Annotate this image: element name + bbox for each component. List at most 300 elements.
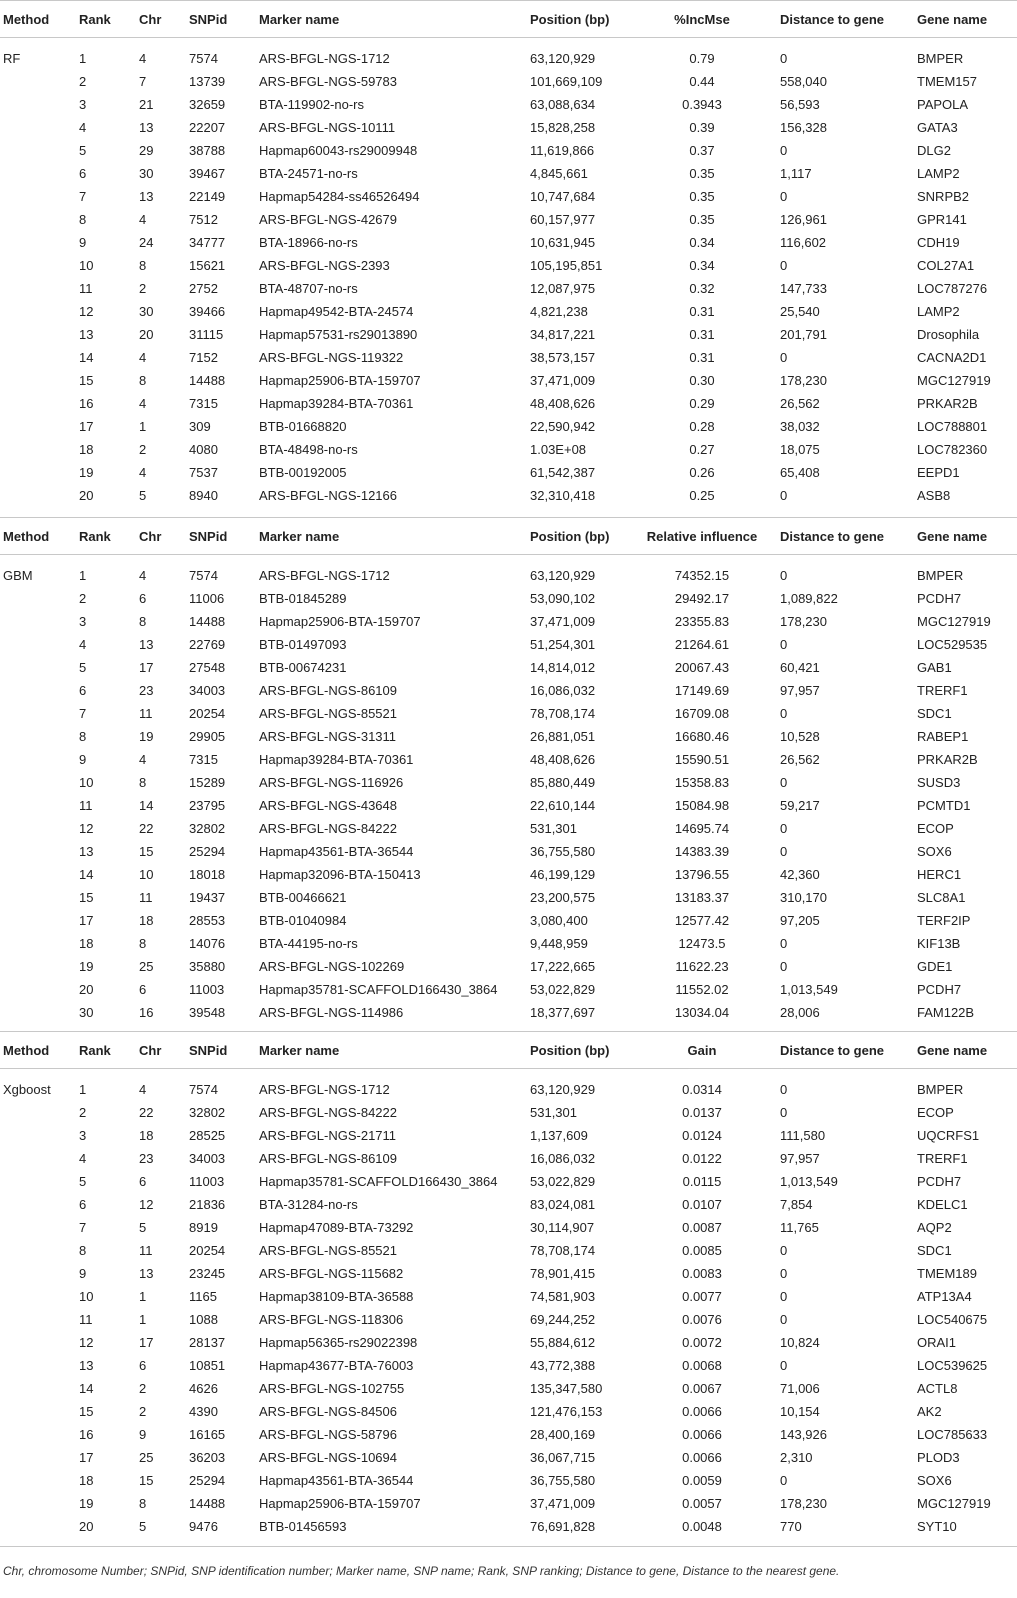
cell-chr: 8 xyxy=(139,258,147,273)
cell-method xyxy=(0,116,76,139)
cell-chr: 11 xyxy=(139,706,153,721)
table-bottom-border xyxy=(0,1546,1017,1547)
cell-gene-name: PRKAR2B xyxy=(917,396,978,411)
cell-snpid: 7315 xyxy=(189,396,218,411)
table-row xyxy=(0,932,1017,955)
cell-distance-to-gene: 42,360 xyxy=(780,867,820,882)
table-row xyxy=(0,1331,1017,1354)
table-row xyxy=(0,1400,1017,1423)
table-row xyxy=(0,840,1017,863)
cell-distance-to-gene: 0 xyxy=(780,258,788,273)
cell-distance-to-gene: 0 xyxy=(780,143,788,158)
cell-distance-to-gene: 111,580 xyxy=(780,1128,826,1143)
cell-rank: 3 xyxy=(79,97,87,112)
cell-marker-name: ARS-BFGL-NGS-102755 xyxy=(259,1381,405,1396)
column-header-rank: Rank xyxy=(76,1,136,38)
cell-metric: 0.0077 xyxy=(682,1289,722,1304)
cell-chr: 23 xyxy=(139,1151,154,1166)
cell-position: 1,137,609 xyxy=(530,1128,588,1143)
cell-gene-name: DLG2 xyxy=(917,143,951,158)
cell-gene-name: LOC539625 xyxy=(917,1358,988,1373)
cell-marker-name: Hapmap39284-BTA-70361 xyxy=(259,752,414,767)
cell-method xyxy=(0,1124,76,1147)
cell-position: 69,244,252 xyxy=(530,1312,596,1327)
cell-metric: 0.35 xyxy=(689,212,715,227)
cell-distance-to-gene: 201,791 xyxy=(780,327,827,342)
cell-gene-name: BMPER xyxy=(917,1082,964,1097)
cell-marker-name: BTA-18966-no-rs xyxy=(259,235,358,250)
cell-method xyxy=(0,840,76,863)
table-row xyxy=(0,702,1017,725)
cell-marker-name: ARS-BFGL-NGS-58796 xyxy=(259,1427,397,1442)
cell-metric: 0.32 xyxy=(689,281,715,296)
table-row xyxy=(0,1001,1017,1034)
cell-marker-name: BTB-01040984 xyxy=(259,913,347,928)
cell-metric: 0.0076 xyxy=(682,1312,722,1327)
cell-distance-to-gene: 178,230 xyxy=(780,614,827,629)
table-row xyxy=(0,1193,1017,1216)
cell-snpid: 16165 xyxy=(189,1427,226,1442)
cell-position: 78,708,174 xyxy=(530,706,596,721)
cell-position: 43,772,388 xyxy=(530,1358,596,1373)
cell-marker-name: Hapmap25906-BTA-159707 xyxy=(259,1496,421,1511)
cell-distance-to-gene: 0 xyxy=(780,637,788,652)
table-row xyxy=(0,1515,1017,1548)
cell-gene-name: GPR141 xyxy=(917,212,967,227)
cell-position: 63,120,929 xyxy=(530,51,596,66)
cell-snpid: 10851 xyxy=(189,1358,226,1373)
cell-rank: 7 xyxy=(79,706,87,721)
cell-distance-to-gene: 558,040 xyxy=(780,74,827,89)
cell-rank: 7 xyxy=(79,1220,87,1235)
cell-position: 37,471,009 xyxy=(530,373,596,388)
table-row xyxy=(0,886,1017,909)
cell-marker-name: ARS-BFGL-NGS-31311 xyxy=(259,729,397,744)
cell-gene-name: ECOP xyxy=(917,1105,954,1120)
cell-position: 30,114,907 xyxy=(530,1220,595,1235)
cell-chr: 14 xyxy=(139,798,154,813)
cell-marker-name: ARS-BFGL-NGS-84222 xyxy=(259,821,397,836)
table-row xyxy=(0,633,1017,656)
cell-snpid: 20254 xyxy=(189,706,226,721)
column-header-snpid: SNPid xyxy=(186,518,256,555)
cell-snpid: 11003 xyxy=(189,1174,225,1189)
cell-rank: 10 xyxy=(79,775,94,790)
cell-marker-name: BTA-44195-no-rs xyxy=(259,936,358,951)
cell-metric: 0.3943 xyxy=(682,97,722,112)
cell-snpid: 39466 xyxy=(189,304,226,319)
cell-distance-to-gene: 0 xyxy=(780,51,788,66)
cell-snpid: 34003 xyxy=(189,683,226,698)
cell-position: 28,400,169 xyxy=(530,1427,596,1442)
cell-rank: 10 xyxy=(79,1289,94,1304)
cell-position: 531,301 xyxy=(530,1105,577,1120)
cell-gene-name: FAM122B xyxy=(917,1005,975,1020)
cell-metric: 16680.46 xyxy=(674,729,730,744)
cell-distance-to-gene: 0 xyxy=(780,844,788,859)
cell-metric: 0.0124 xyxy=(682,1128,722,1143)
cell-method xyxy=(0,656,76,679)
cell-metric: 0.26 xyxy=(689,465,715,480)
cell-snpid: 31115 xyxy=(189,327,224,342)
cell-rank: 14 xyxy=(79,1381,94,1396)
cell-position: 63,088,634 xyxy=(530,97,596,112)
cell-snpid: 39467 xyxy=(189,166,226,181)
cell-rank: 16 xyxy=(79,1427,94,1442)
cell-method xyxy=(0,1331,76,1354)
cell-position: 36,755,580 xyxy=(530,844,596,859)
table-row xyxy=(0,277,1017,300)
cell-rank: 1 xyxy=(79,1082,87,1097)
cell-marker-name: BTB-01845289 xyxy=(259,591,347,606)
cell-method xyxy=(0,1400,76,1423)
cell-metric: 0.0072 xyxy=(682,1335,722,1350)
cell-snpid: 13739 xyxy=(189,74,226,89)
cell-marker-name: Hapmap38109-BTA-36588 xyxy=(259,1289,414,1304)
cell-rank: 20 xyxy=(79,982,94,997)
cell-distance-to-gene: 59,217 xyxy=(780,798,820,813)
cell-marker-name: ARS-BFGL-NGS-1712 xyxy=(259,1082,390,1097)
cell-position: 78,708,174 xyxy=(530,1243,596,1258)
cell-gene-name: KDELC1 xyxy=(917,1197,968,1212)
cell-rank: 1 xyxy=(79,568,87,583)
table-row xyxy=(0,1170,1017,1193)
cell-marker-name: ARS-BFGL-NGS-114986 xyxy=(259,1005,404,1020)
cell-marker-name: BTB-00674231 xyxy=(259,660,347,675)
cell-position: 531,301 xyxy=(530,821,577,836)
cell-rank: 13 xyxy=(79,844,94,859)
results-table xyxy=(0,0,1017,517)
cell-metric: 11552.02 xyxy=(675,982,729,997)
table-row xyxy=(0,771,1017,794)
cell-metric: 0.0115 xyxy=(682,1174,722,1189)
cell-metric: 0.44 xyxy=(689,74,715,89)
cell-gene-name: PAPOLA xyxy=(917,97,969,112)
cell-chr: 17 xyxy=(139,660,154,675)
table-row xyxy=(0,438,1017,461)
cell-snpid: 23795 xyxy=(189,798,226,813)
cell-chr: 5 xyxy=(139,1220,147,1235)
cell-position: 37,471,009 xyxy=(530,614,596,629)
cell-metric: 0.0314 xyxy=(682,1082,722,1097)
cell-metric: 0.0066 xyxy=(682,1450,722,1465)
cell-position: 83,024,081 xyxy=(530,1197,596,1212)
cell-distance-to-gene: 310,170 xyxy=(780,890,827,905)
cell-marker-name: Hapmap60043-rs29009948 xyxy=(259,143,418,158)
cell-snpid: 34003 xyxy=(189,1151,226,1166)
cell-metric: 0.25 xyxy=(689,488,715,503)
table-row xyxy=(0,1069,1017,1102)
cell-rank: 11 xyxy=(79,281,93,296)
table-row xyxy=(0,461,1017,484)
cell-chr: 15 xyxy=(139,844,154,859)
table-row xyxy=(0,162,1017,185)
cell-snpid: 32802 xyxy=(189,821,226,836)
table-row xyxy=(0,1377,1017,1400)
cell-method xyxy=(0,185,76,208)
column-header-gene-name: Gene name xyxy=(914,1,1017,38)
cell-metric: 13183.37 xyxy=(674,890,730,905)
cell-marker-name: ARS-BFGL-NGS-116926 xyxy=(259,775,404,790)
cell-snpid: 23245 xyxy=(189,1266,226,1281)
cell-metric: 20067.43 xyxy=(674,660,730,675)
cell-gene-name: SUSD3 xyxy=(917,775,961,790)
cell-method xyxy=(0,346,76,369)
cell-position: 17,222,665 xyxy=(530,959,596,974)
cell-snpid: 21836 xyxy=(189,1197,226,1212)
table-row xyxy=(0,794,1017,817)
cell-distance-to-gene: 38,032 xyxy=(780,419,820,434)
cell-chr: 4 xyxy=(139,212,147,227)
cell-chr: 4 xyxy=(139,350,147,365)
table-row xyxy=(0,817,1017,840)
cell-distance-to-gene: 0 xyxy=(780,1266,788,1281)
cell-metric: 0.27 xyxy=(689,442,715,457)
table-row xyxy=(0,139,1017,162)
cell-chr: 6 xyxy=(139,1174,147,1189)
cell-position: 22,610,144 xyxy=(530,798,596,813)
cell-snpid: 22207 xyxy=(189,120,226,135)
column-header-gene-name: Gene name xyxy=(914,1032,1017,1069)
cell-chr: 6 xyxy=(139,1358,147,1373)
table-row xyxy=(0,116,1017,139)
cell-method xyxy=(0,1262,76,1285)
cell-metric: 23355.83 xyxy=(674,614,730,629)
cell-metric: 0.35 xyxy=(689,189,715,204)
cell-chr: 17 xyxy=(139,1335,154,1350)
cell-position: 76,691,828 xyxy=(530,1519,596,1534)
table-row xyxy=(0,1469,1017,1492)
cell-gene-name: PRKAR2B xyxy=(917,752,978,767)
cell-position: 15,828,258 xyxy=(530,120,596,135)
cell-chr: 8 xyxy=(139,373,147,388)
cell-rank: 9 xyxy=(79,1266,87,1281)
cell-gene-name: AQP2 xyxy=(917,1220,952,1235)
cell-distance-to-gene: 0 xyxy=(780,1105,788,1120)
cell-distance-to-gene: 0 xyxy=(780,568,788,583)
cell-marker-name: BTA-24571-no-rs xyxy=(259,166,358,181)
cell-method xyxy=(0,254,76,277)
cell-distance-to-gene: 116,602 xyxy=(780,235,827,250)
cell-position: 60,157,977 xyxy=(530,212,596,227)
table-row xyxy=(0,208,1017,231)
table-row xyxy=(0,1239,1017,1262)
cell-distance-to-gene: 770 xyxy=(780,1519,802,1534)
table-row xyxy=(0,1124,1017,1147)
cell-gene-name: SOX6 xyxy=(917,844,952,859)
cell-metric: 0.0067 xyxy=(682,1381,722,1396)
cell-method xyxy=(0,1354,76,1377)
cell-marker-name: Hapmap43561-BTA-36544 xyxy=(259,844,414,859)
column-header-marker-name: Marker name xyxy=(256,518,527,555)
cell-method xyxy=(0,1147,76,1170)
cell-method xyxy=(0,863,76,886)
cell-gene-name: PCDH7 xyxy=(917,591,962,606)
cell-chr: 18 xyxy=(139,913,154,928)
cell-distance-to-gene: 0 xyxy=(780,1243,788,1258)
cell-rank: 18 xyxy=(79,936,94,951)
cell-marker-name: ARS-BFGL-NGS-84222 xyxy=(259,1105,397,1120)
cell-metric: 0.0068 xyxy=(682,1358,722,1373)
cell-method: Xgboost xyxy=(3,1082,51,1097)
cell-metric: 0.34 xyxy=(689,235,715,250)
table-row xyxy=(0,369,1017,392)
cell-chr: 22 xyxy=(139,1105,154,1120)
cell-position: 4,845,661 xyxy=(530,166,588,181)
cell-rank: 11 xyxy=(79,798,93,813)
column-header-metric: Relative influence xyxy=(627,518,777,555)
cell-chr: 16 xyxy=(139,1005,154,1020)
column-header-chr: Chr xyxy=(136,518,186,555)
cell-gene-name: PLOD3 xyxy=(917,1450,960,1465)
cell-snpid: 309 xyxy=(189,419,211,434)
cell-distance-to-gene: 0 xyxy=(780,1289,788,1304)
cell-metric: 15590.51 xyxy=(674,752,730,767)
cell-method xyxy=(0,208,76,231)
cell-rank: 1 xyxy=(79,51,87,66)
table-row xyxy=(0,231,1017,254)
cell-position: 53,090,102 xyxy=(530,591,596,606)
cell-chr: 20 xyxy=(139,327,154,342)
table-row xyxy=(0,955,1017,978)
cell-method xyxy=(0,794,76,817)
cell-distance-to-gene: 0 xyxy=(780,706,788,721)
cell-rank: 13 xyxy=(79,1358,94,1373)
cell-distance-to-gene: 25,540 xyxy=(780,304,820,319)
cell-rank: 6 xyxy=(79,683,87,698)
column-header-snpid: SNPid xyxy=(186,1032,256,1069)
cell-method xyxy=(0,679,76,702)
cell-gene-name: LOC782360 xyxy=(917,442,988,457)
cell-metric: 0.34 xyxy=(689,258,715,273)
cell-position: 53,022,829 xyxy=(530,1174,596,1189)
cell-distance-to-gene: 71,006 xyxy=(780,1381,820,1396)
table-row xyxy=(0,863,1017,886)
table-row xyxy=(0,1446,1017,1469)
cell-metric: 0.0107 xyxy=(682,1197,722,1212)
cell-rank: 7 xyxy=(79,189,87,204)
cell-position: 46,199,129 xyxy=(530,867,596,882)
cell-distance-to-gene: 0 xyxy=(780,936,788,951)
cell-snpid: 14488 xyxy=(189,373,226,388)
cell-snpid: 4390 xyxy=(189,1404,218,1419)
table-row xyxy=(0,484,1017,517)
cell-snpid: 14076 xyxy=(189,936,226,951)
cell-rank: 10 xyxy=(79,258,94,273)
cell-chr: 2 xyxy=(139,281,147,296)
cell-snpid: 2752 xyxy=(189,281,218,296)
cell-chr: 12 xyxy=(139,1197,154,1212)
cell-metric: 74352.15 xyxy=(674,568,730,583)
cell-position: 48,408,626 xyxy=(530,396,596,411)
cell-method xyxy=(0,415,76,438)
cell-gene-name: TRERF1 xyxy=(917,683,968,698)
cell-snpid: 28525 xyxy=(189,1128,226,1143)
cell-gene-name: LAMP2 xyxy=(917,304,960,319)
cell-marker-name: Hapmap54284-ss46526494 xyxy=(259,189,420,204)
cell-gene-name: GDE1 xyxy=(917,959,953,974)
cell-method: RF xyxy=(3,51,21,66)
cell-rank: 19 xyxy=(79,959,94,974)
cell-method xyxy=(0,909,76,932)
cell-marker-name: BTB-00466621 xyxy=(259,890,347,905)
cell-method xyxy=(0,1377,76,1400)
cell-marker-name: BTA-119902-no-rs xyxy=(259,97,365,112)
cell-snpid: 7512 xyxy=(189,212,218,227)
header-row xyxy=(0,1,1017,38)
cell-rank: 9 xyxy=(79,235,87,250)
cell-snpid: 7152 xyxy=(189,350,218,365)
table-row xyxy=(0,300,1017,323)
cell-gene-name: LAMP2 xyxy=(917,166,960,181)
cell-position: 61,542,387 xyxy=(530,465,596,480)
cell-rank: 2 xyxy=(79,1105,87,1120)
cell-distance-to-gene: 97,205 xyxy=(780,913,820,928)
cell-gene-name: ORAI1 xyxy=(917,1335,957,1350)
cell-metric: 0.0122 xyxy=(682,1151,722,1166)
cell-chr: 11 xyxy=(139,1243,153,1258)
cell-chr: 2 xyxy=(139,1381,147,1396)
cell-snpid: 11003 xyxy=(189,982,225,997)
cell-metric: 0.39 xyxy=(689,120,715,135)
cell-metric: 0.0066 xyxy=(682,1427,722,1442)
table-row xyxy=(0,38,1017,71)
cell-chr: 8 xyxy=(139,936,147,951)
cell-rank: 30 xyxy=(79,1005,94,1020)
cell-snpid: 22149 xyxy=(189,189,226,204)
cell-gene-name: SDC1 xyxy=(917,706,952,721)
cell-marker-name: ARS-BFGL-NGS-2393 xyxy=(259,258,390,273)
cell-chr: 4 xyxy=(139,568,147,583)
cell-snpid: 1165 xyxy=(189,1289,217,1304)
table-row xyxy=(0,1147,1017,1170)
cell-snpid: 20254 xyxy=(189,1243,226,1258)
cell-method xyxy=(0,93,76,116)
cell-method xyxy=(0,1446,76,1469)
cell-method xyxy=(0,1308,76,1331)
cell-method xyxy=(0,610,76,633)
cell-chr: 24 xyxy=(139,235,154,250)
table-footnote: Chr, chromosome Number; SNPid, SNP identification number; Marker name, SNP name; Rank, SNP ranking; Distance to gene, Distance to the nearest gene. xyxy=(3,1564,840,1578)
table-row xyxy=(0,1423,1017,1446)
cell-rank: 19 xyxy=(79,1496,94,1511)
table-row xyxy=(0,1216,1017,1239)
column-header-method: Method xyxy=(0,518,76,555)
cell-method xyxy=(0,886,76,909)
cell-position: 12,087,975 xyxy=(530,281,596,296)
cell-rank: 8 xyxy=(79,1243,87,1258)
cell-distance-to-gene: 1,013,549 xyxy=(780,1174,838,1189)
cell-snpid: 11006 xyxy=(189,591,225,606)
cell-marker-name: Hapmap56365-rs29022398 xyxy=(259,1335,418,1350)
cell-rank: 12 xyxy=(79,1335,94,1350)
column-header-marker-name: Marker name xyxy=(256,1032,527,1069)
cell-position: 63,120,929 xyxy=(530,568,596,583)
cell-rank: 4 xyxy=(79,120,87,135)
cell-metric: 0.0083 xyxy=(682,1266,722,1281)
cell-distance-to-gene: 178,230 xyxy=(780,1496,827,1511)
cell-rank: 8 xyxy=(79,212,87,227)
cell-gene-name: KIF13B xyxy=(917,936,961,951)
cell-gene-name: LOC787276 xyxy=(917,281,988,296)
header-row xyxy=(0,1032,1017,1069)
cell-snpid: 4626 xyxy=(189,1381,218,1396)
cell-chr: 13 xyxy=(139,1266,154,1281)
cell-snpid: 38788 xyxy=(189,143,226,158)
cell-position: 105,195,851 xyxy=(530,258,603,273)
table-row xyxy=(0,587,1017,610)
cell-position: 55,884,612 xyxy=(530,1335,596,1350)
